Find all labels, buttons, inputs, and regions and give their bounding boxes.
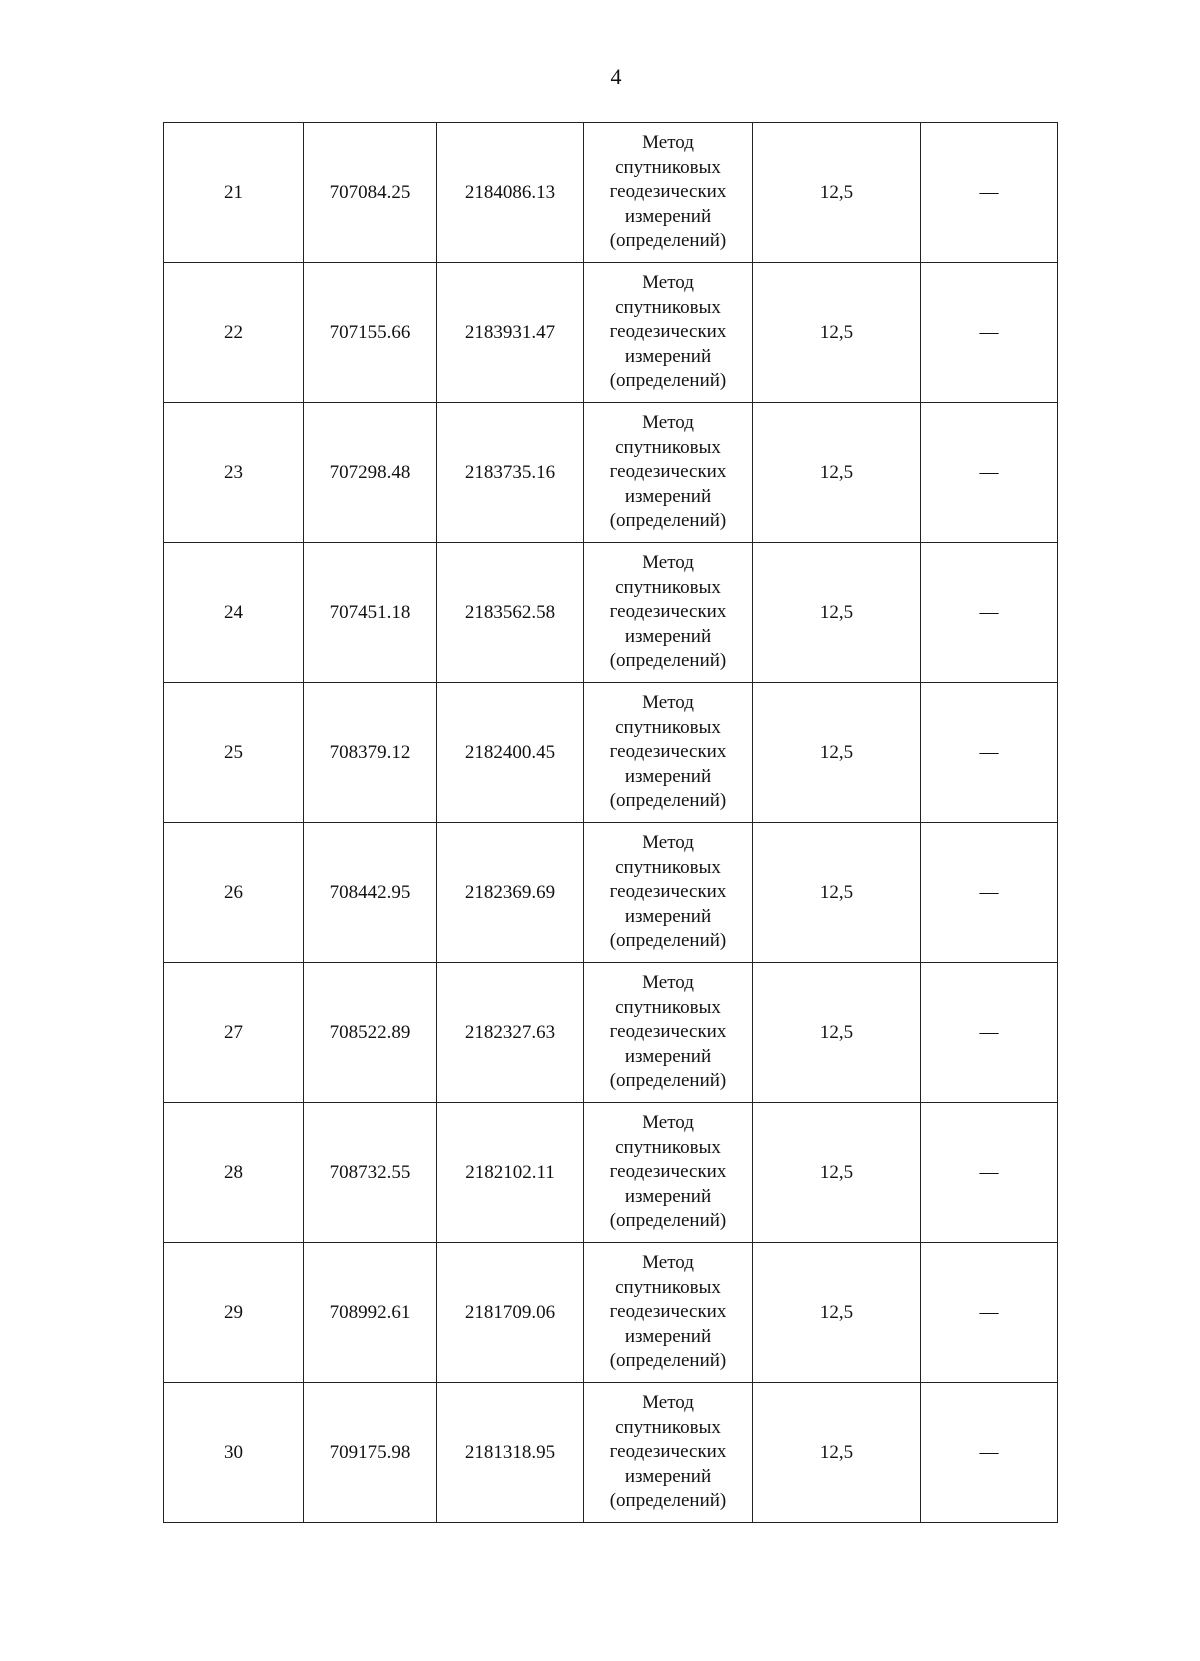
method-line: спутниковых (615, 996, 721, 1018)
method-line: Метод (642, 832, 694, 854)
y-coordinate-cell: 2182400.45 (437, 683, 584, 823)
table-row (164, 263, 1058, 403)
x-coordinate-cell: 708522.89 (304, 963, 437, 1103)
accuracy-cell: 12,5 (753, 1383, 921, 1523)
method-line: спутниковых (615, 1136, 721, 1158)
method-cell (584, 823, 753, 963)
table-row (164, 1383, 1058, 1523)
description-cell (921, 683, 1058, 823)
description-cell (921, 403, 1058, 543)
y-coordinate-cell: 2183931.47 (437, 263, 584, 403)
accuracy-cell: 12,5 (753, 963, 921, 1103)
method-line: Метод (642, 692, 694, 714)
method-line: геодезических (609, 601, 727, 623)
method-line: измерений (624, 905, 712, 927)
method-line: (определений) (609, 510, 727, 532)
method-line: спутниковых (615, 1276, 721, 1298)
description-dash: — (979, 1161, 999, 1183)
method-line: геодезических (609, 741, 727, 763)
method-line: измерений (624, 485, 712, 507)
method-line: измерений (624, 1045, 712, 1067)
method-line: спутниковых (615, 296, 721, 318)
method-cell (584, 403, 753, 543)
method-line: спутниковых (615, 576, 721, 598)
accuracy-cell: 12,5 (753, 1103, 921, 1243)
method-line: геодезических (609, 461, 727, 483)
method-line: измерений (624, 345, 712, 367)
method-line: измерений (624, 765, 712, 787)
method-cell (584, 1103, 753, 1243)
accuracy-cell: 12,5 (753, 1243, 921, 1383)
method-cell (584, 1383, 753, 1523)
x-coordinate-cell: 708379.12 (304, 683, 437, 823)
description-dash: — (979, 1021, 999, 1043)
method-line: спутниковых (615, 436, 721, 458)
method-line: измерений (624, 1465, 712, 1487)
method-line: (определений) (609, 230, 727, 252)
x-coordinate-cell: 707298.48 (304, 403, 437, 543)
method-line: измерений (624, 1185, 712, 1207)
x-coordinate-cell: 709175.98 (304, 1383, 437, 1523)
y-coordinate-cell: 2183562.58 (437, 543, 584, 683)
y-coordinate-cell: 2183735.16 (437, 403, 584, 543)
method-line: геодезических (609, 321, 727, 343)
point-number-cell: 30 (164, 1383, 304, 1523)
method-line: спутниковых (615, 1416, 721, 1438)
accuracy-cell: 12,5 (753, 683, 921, 823)
point-number-cell: 21 (164, 123, 304, 263)
table-row (164, 123, 1058, 263)
method-line: Метод (642, 272, 694, 294)
x-coordinate-cell: 708992.61 (304, 1243, 437, 1383)
point-number-cell: 24 (164, 543, 304, 683)
method-line: (определений) (609, 930, 727, 952)
method-line: (определений) (609, 370, 727, 392)
method-line: Метод (642, 1252, 694, 1274)
method-line: геодезических (609, 1161, 727, 1183)
table-row (164, 1103, 1058, 1243)
x-coordinate-cell: 708442.95 (304, 823, 437, 963)
method-line: (определений) (609, 1350, 727, 1372)
description-cell (921, 1103, 1058, 1243)
description-cell (921, 1243, 1058, 1383)
method-line: Метод (642, 412, 694, 434)
description-dash: — (979, 881, 999, 903)
point-number-cell: 26 (164, 823, 304, 963)
method-line: Метод (642, 1392, 694, 1414)
method-line: измерений (624, 1325, 712, 1347)
point-number-cell: 25 (164, 683, 304, 823)
method-line: Метод (642, 132, 694, 154)
y-coordinate-cell: 2182102.11 (437, 1103, 584, 1243)
table-row (164, 823, 1058, 963)
method-cell (584, 1243, 753, 1383)
y-coordinate-cell: 2181318.95 (437, 1383, 584, 1523)
description-dash: — (979, 1441, 999, 1463)
y-coordinate-cell: 2182327.63 (437, 963, 584, 1103)
accuracy-cell: 12,5 (753, 263, 921, 403)
method-cell (584, 123, 753, 263)
accuracy-cell: 12,5 (753, 123, 921, 263)
description-dash: — (979, 601, 999, 623)
y-coordinate-cell: 2184086.13 (437, 123, 584, 263)
x-coordinate-cell: 707451.18 (304, 543, 437, 683)
description-dash: — (979, 321, 999, 343)
accuracy-cell: 12,5 (753, 403, 921, 543)
method-cell (584, 683, 753, 823)
x-coordinate-cell: 708732.55 (304, 1103, 437, 1243)
description-dash: — (979, 741, 999, 763)
accuracy-cell: 12,5 (753, 823, 921, 963)
page-number: 4 (610, 64, 622, 89)
method-cell (584, 263, 753, 403)
method-line: спутниковых (615, 156, 721, 178)
method-line: измерений (624, 205, 712, 227)
method-line: (определений) (609, 1490, 727, 1512)
accuracy-cell: 12,5 (753, 543, 921, 683)
coordinates-table (163, 122, 1058, 1523)
method-line: (определений) (609, 790, 727, 812)
table-row (164, 1243, 1058, 1383)
method-line: геодезических (609, 1301, 727, 1323)
description-dash: — (979, 1301, 999, 1323)
method-line: Метод (642, 972, 694, 994)
y-coordinate-cell: 2182369.69 (437, 823, 584, 963)
point-number-cell: 27 (164, 963, 304, 1103)
description-cell (921, 263, 1058, 403)
y-coordinate-cell: 2181709.06 (437, 1243, 584, 1383)
method-line: (определений) (609, 1210, 727, 1232)
method-line: геодезических (609, 1021, 727, 1043)
description-dash: — (979, 461, 999, 483)
description-cell (921, 963, 1058, 1103)
point-number-cell: 22 (164, 263, 304, 403)
method-line: геодезических (609, 181, 727, 203)
method-cell (584, 963, 753, 1103)
coordinates-table-body (164, 123, 1058, 1523)
method-line: (определений) (609, 650, 727, 672)
description-cell (921, 1383, 1058, 1523)
x-coordinate-cell: 707155.66 (304, 263, 437, 403)
method-line: геодезических (609, 1441, 727, 1463)
description-cell (921, 823, 1058, 963)
method-line: измерений (624, 625, 712, 647)
method-line: спутниковых (615, 856, 721, 878)
table-row (164, 403, 1058, 543)
method-line: (определений) (609, 1070, 727, 1092)
method-cell (584, 543, 753, 683)
description-cell (921, 543, 1058, 683)
description-cell (921, 123, 1058, 263)
table-row (164, 543, 1058, 683)
table-row (164, 963, 1058, 1103)
table-row (164, 683, 1058, 823)
method-line: спутниковых (615, 716, 721, 738)
description-dash: — (979, 181, 999, 203)
method-line: Метод (642, 552, 694, 574)
x-coordinate-cell: 707084.25 (304, 123, 437, 263)
point-number-cell: 23 (164, 403, 304, 543)
point-number-cell: 29 (164, 1243, 304, 1383)
point-number-cell: 28 (164, 1103, 304, 1243)
method-line: Метод (642, 1112, 694, 1134)
method-line: геодезических (609, 881, 727, 903)
